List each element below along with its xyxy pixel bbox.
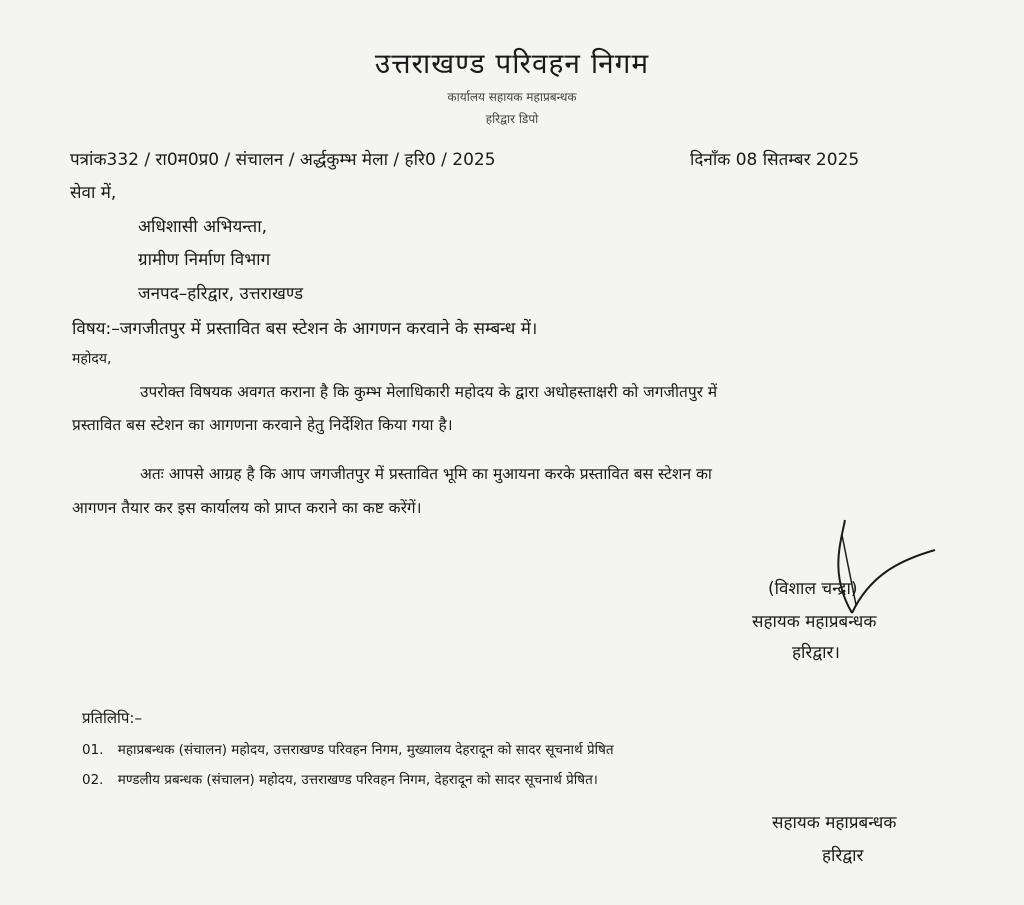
addressee-line-1: अधिशासी अभियन्ता,: [138, 217, 268, 237]
signatory-designation: सहायक महाप्रबन्धक: [752, 612, 877, 632]
para1-line1: उपरोक्त विषयक अवगत कराना है कि कुम्भ मेलाधिकारी महोदय के द्वारा अधोहस्ताक्षरी को जगजीतपुर में: [140, 383, 718, 401]
subject-line: विषय:–जगजीतपुर में प्रस्तावित बस स्टेशन के आगणन करवाने के सम्बन्ध में।: [72, 319, 538, 339]
addressee-line-3: जनपद–हरिद्वार, उत्तराखण्ड: [138, 284, 304, 304]
letter-number: पत्रांक332 / रा0म0प्र0 / संचालन / अर्द्धकुम्भ मेला / हरि0 / 2025: [70, 150, 496, 170]
para2-line2: आगणन तैयार कर इस कार्यालय को प्राप्त कराने का कष्ट करेंगें।: [72, 499, 422, 517]
depot-name: हरिद्वार डिपो: [485, 112, 539, 126]
copy-item-2: [82, 770, 598, 788]
copy-item-1: [82, 740, 614, 758]
greeting: महोदय,: [72, 351, 112, 367]
footer-designation: सहायक महाप्रबन्धक: [772, 813, 897, 833]
signatory-place: हरिद्वार।: [792, 643, 840, 663]
copy-item-text: महाप्रबन्धक (संचालन) महोदय, उत्तराखण्ड परिवहन निगम, मुख्यालय देहरादून को सादर सूचनार्थ प्रेषित: [117, 742, 614, 758]
copy-item-number: 02.: [82, 772, 104, 788]
signatory-name: (विशाल चन्द्रा): [768, 579, 858, 599]
letter-date: दिनाँक 08 सितम्बर 2025: [690, 150, 860, 170]
para2-line1: अतः आपसे आग्रह है कि आप जगजीतपुर में प्रस्तावित भूमि का मुआयना करके प्रस्तावित बस स्टेशन का: [140, 465, 712, 483]
office-name: कार्यालय सहायक महाप्रबन्धक: [447, 90, 577, 104]
copy-item-text: मण्डलीय प्रबन्धक (संचालन) महोदय, उत्तराखण्ड परिवहन निगम, देहरादून को सादर सूचनार्थ प्रेषित।: [117, 772, 598, 788]
org-name: उत्तराखण्ड परिवहन निगम: [374, 47, 650, 80]
footer-place: हरिद्वार: [822, 846, 864, 866]
addressee-line-2: ग्रामीण निर्माण विभाग: [138, 250, 271, 270]
copy-item-number: 01.: [82, 742, 104, 758]
para1-line2: प्रस्तावित बस स्टेशन का आगणना करवाने हेतु निर्देशित किया गया है।: [72, 416, 453, 434]
salutation-to: सेवा में,: [70, 183, 117, 203]
copy-heading: प्रतिलिपि:–: [82, 709, 142, 727]
